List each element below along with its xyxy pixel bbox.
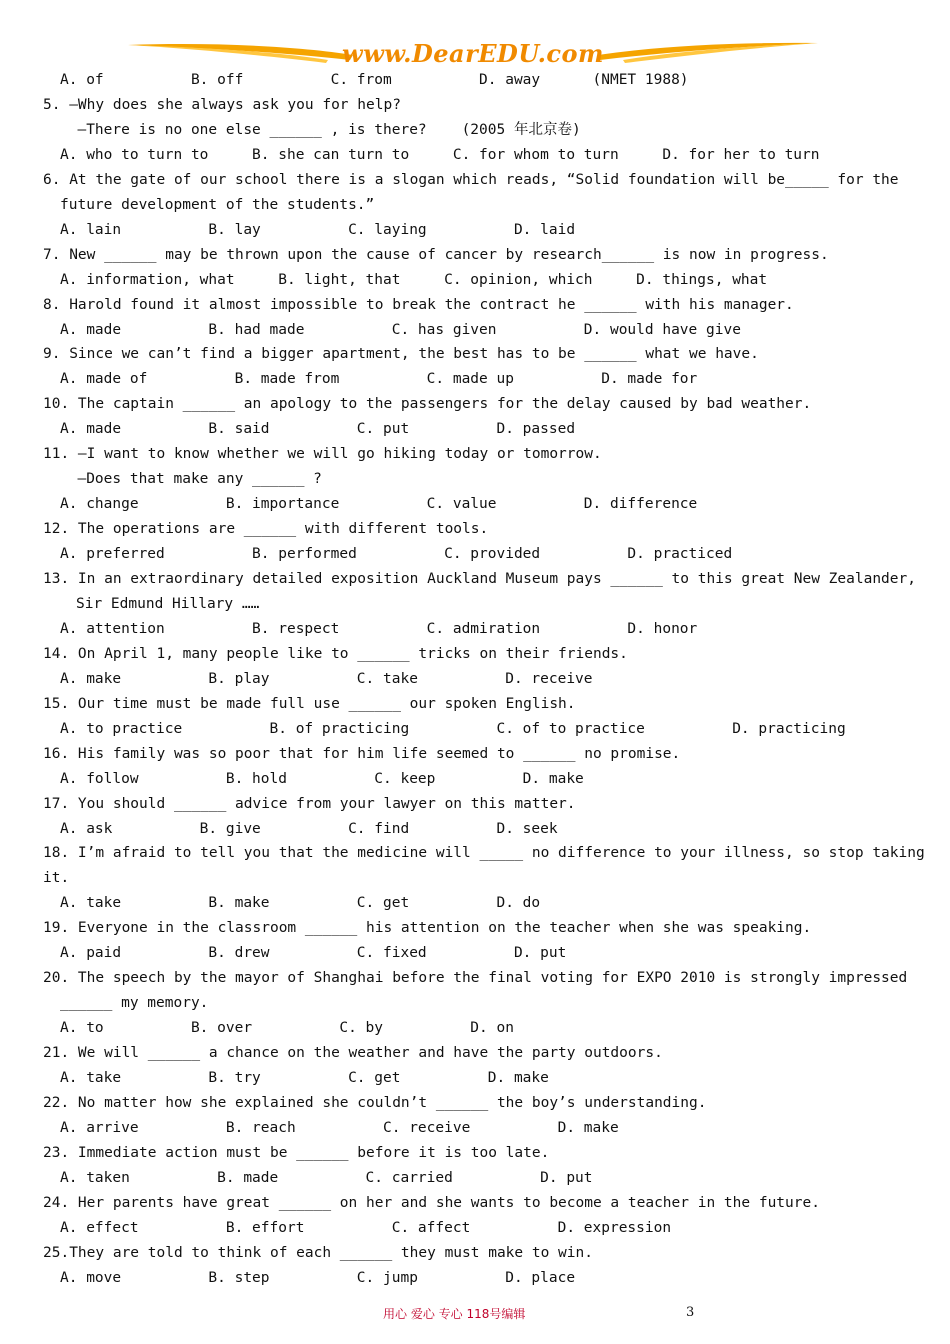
text-line: 18. I’m afraid to tell you that the medicine will _____ no difference to your illness, so stop taking [43, 845, 925, 862]
text-line: A. make B. play C. take D. receive [60, 670, 593, 687]
text-line: A. follow B. hold C. keep D. make [60, 770, 584, 787]
text-line: 20. The speech by the mayor of Shanghai before the final voting for EXPO 2010 is strongly impressed [43, 970, 908, 987]
text-line: A. take B. try C. get D. make [60, 1070, 549, 1086]
text-line: 11. —I want to know whether we will go hiking today or tomorrow. [43, 446, 602, 463]
text-line: 22. No matter how she explained she couldn’t ______ the boy’s understanding. [43, 1094, 707, 1111]
text-line: A. change B. importance C. value D. difference [60, 496, 698, 513]
text-line: A. to B. over C. by D. on [60, 1020, 514, 1037]
text-line: 12. The operations are ______ with different tools. [43, 521, 489, 538]
text-line: 14. On April 1, many people like to ______ tricks on their friends. [43, 645, 628, 662]
text-line: A. information, what B. light, that C. opinion, which D. things, what [60, 271, 768, 288]
text-line: A. effect B. effort C. affect D. expression [60, 1219, 672, 1236]
text-line: A. move B. step C. jump D. place [60, 1269, 576, 1286]
text-line: 5. —Why does she always ask you for help? [43, 96, 401, 113]
text-line: A. take B. make C. get D. do [60, 895, 541, 912]
text-line: A. of B. off C. from D. away (NMET 1988) [60, 72, 689, 88]
text-line: 15. Our time must be made full use ______ our spoken English. [43, 695, 576, 712]
text-line: A. arrive B. reach C. receive D. make [60, 1119, 619, 1136]
text-line: 25.They are told to think of each ______ they must make to win. [43, 1244, 593, 1261]
text-line: A. attention B. respect C. admiration D. honor [60, 620, 698, 637]
text-line: it. [43, 870, 70, 887]
text-line: A. made of B. made from C. made up D. made for [60, 371, 698, 388]
text-line: 7. New ______ may be thrown upon the cause of cancer by research______ is now in progress. [43, 246, 829, 263]
text-line: A. who to turn to B. she can turn to C. for whom to turn D. for her to turn [60, 146, 820, 163]
page-number: 3 [686, 1305, 695, 1320]
text-line: 24. Her parents have great ______ on her and she wants to become a teacher in the future. [43, 1194, 820, 1211]
text-line: 13. In an extraordinary detailed exposition Auckland Museum pays ______ to this great New Zealander, [43, 571, 916, 587]
text-line: A. paid B. drew C. fixed D. put [60, 945, 567, 962]
text-line: future development of the students.” [60, 196, 375, 213]
text-line: 6. At the gate of our school there is a slogan which reads, “Solid foundation will be_____ for the [43, 171, 899, 188]
text-line: A. made B. said C. put D. passed [60, 421, 576, 438]
text-line: A. preferred B. performed C. provided D. practiced [60, 546, 733, 563]
text-line: A. lain B. lay C. laying D. laid [60, 221, 576, 238]
text-line: A. made B. had made C. has given D. would have give [60, 321, 741, 338]
text-line: 16. His family was so poor that for him life seemed to ______ no promise. [43, 745, 681, 762]
site-logo[interactable]: www.DearEDU.com [342, 39, 604, 68]
text-line: 8. Harold found it almost impossible to break the contract he ______ with his manager. [43, 296, 794, 313]
text-line: 23. Immediate action must be ______ before it is too late. [43, 1144, 550, 1161]
text-line: ______ my memory. [60, 995, 209, 1012]
text-line: —There is no one else ______ , is there? (2005 年北京卷) [60, 121, 581, 138]
text-line: 17. You should ______ advice from your lawyer on this matter. [43, 795, 576, 812]
text-line: A. taken B. made C. carried D. put [60, 1169, 593, 1186]
text-line: —Does that make any ______ ? [60, 471, 322, 488]
text-line: 21. We will ______ a chance on the weather and have the party outdoors. [43, 1045, 663, 1062]
text-line: Sir Edmund Hillary …… [76, 595, 260, 612]
text-line: 19. Everyone in the classroom ______ his attention on the teacher when she was speaking. [43, 920, 812, 937]
text-line: A. to practice B. of practicing C. of to practice D. practicing [60, 720, 846, 737]
footer-text: 用心 爱心 专心 118号编辑 [383, 1307, 526, 1321]
text-line: 9. Since we can’t find a bigger apartment, the best has to be ______ what we have. [43, 346, 759, 363]
text-line: 10. The captain ______ an apology to the passengers for the delay caused by bad weather. [43, 396, 812, 413]
text-line: A. ask B. give C. find D. seek [60, 820, 558, 837]
header-banner [128, 36, 818, 72]
